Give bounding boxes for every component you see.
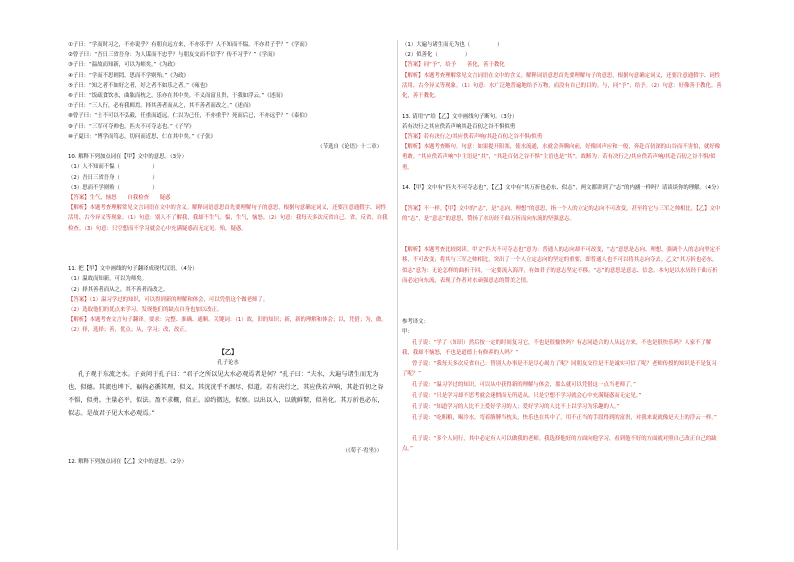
left-column xyxy=(68,40,388,556)
quote-line: ⑦子曰：“三人行，必有我师焉。择其善者而从之，其不善者而改之。”《述而》 xyxy=(68,103,254,110)
quote-line: ⑥子曰：“饭疏食饮水，曲肱而枕之，乐亦在其中矣。不义而富且贵，于我如浮云。”《述而》 xyxy=(68,93,286,100)
reference-line: 孔子说：“多个人同行，其中必定有人可以做我的老师。我选择他好的方面向他学习，看到他不好的方面就对照自己改正自己的缺点。” xyxy=(402,435,717,452)
yi-source: （《荀子·宥坐》） xyxy=(342,448,382,455)
reference-line: 孔子说：“吃粗粮，喝冷水，弯着胳膊当枕头，快乐也在其中了。用不正当的手段得到的富贵，对我来说就像是天上的浮云一样。” xyxy=(412,414,717,421)
question-12: 12. 解释下列加点词在【乙】文中的意思。（2分） xyxy=(68,458,187,465)
quote-line: ⑤子曰：“知之者不如好之者，好之者不如乐之者。”《雍也》 xyxy=(68,82,211,89)
quote-line: ②曾子曰：“吾日三省吾身：为人谋而不忠乎？与朋友交而不信乎？传不习乎？”《学而》 xyxy=(68,52,278,59)
yi-title: 【乙】 xyxy=(218,348,238,357)
q10-analysis: 【解析】本题考查理解常见文言词语在文中的含义。解释词语意思首先要理解句子的意思，根据句意确定词义，还要注意通假字、词性活用、古今异义等现象。（1）句意：别人不了解我，我却不生气。愠，生气，恼怒。（2）句意：我每天多次反省自己。省，反省，自我检查。（3）句意：只空想而不学习就会心中充满疑惑而无定见。殆，疑惑。 xyxy=(68,205,388,232)
q12-analysis: 【解析】本题考查理解常见文言词语在文中的含义。解释词语意思首先要理解句子的意思，根据句意确定词义，还要注意通假字、词性活用、古今异义等现象。（1）句意：水广泛地普遍地给予万物，而没有自己的目的。与，同“予”，给予。（2）句意：好像善于教化。善化，善于教化。 xyxy=(402,72,722,100)
reference-line: 曾子说：“我每天多次反省自己：替别人办事是不是尽心竭力了呢？同朋友交往是不是诚实可信了呢？老师传授的知识是不是复习了呢？” xyxy=(402,360,717,377)
question-13: 13. 请用“/”给【乙】文中画线句子断句。（3分） xyxy=(402,113,518,120)
q11-answer: （2）选取他们的优点来学习，发现他们的缺点自身也加以改正。 xyxy=(68,307,223,314)
reference-jia: 甲： xyxy=(402,329,413,336)
q13-sentence: 若有决行之其应佚若声响其赴百仞之谷不惧似勇 xyxy=(402,123,516,130)
quote-line: ③子曰：“温故而知新，可以为师矣。”《为政》 xyxy=(68,62,179,69)
source-note: （节选自《论语》十二章） xyxy=(317,144,382,151)
q11-item: （1）温故而知新，可以为师矣。 xyxy=(68,276,147,283)
yi-passage: 孔子观于东流之水。子贡问于孔子曰：“君子之所以见大水必观焉者是何？”孔子曰：“夫水，大遍与诸生而无为也，似德。其流也埤下，裾拘必循其理，似义。其洸洸乎不淈尽，似道。若有决行之，其应佚若声响，其赴百仞之谷不惧，似勇。主量必平，似法。盈不求概，似正。淖约微达，似察。以出以入，以就鲜絜，似善化。其万折也必东，似志。是故君子见大水必观焉。” xyxy=(68,371,384,418)
reference-line: 孔子说：“学了（知识）然后按一定的时间复习它，不也是很愉快吗？有志同道合的人从远方来，不也是很快乐吗？人家不了解我，我却不恼怒，不也是道德上有修养的人吗？” xyxy=(402,339,712,356)
quote-line: ⑩子夏曰：“博学而笃志，切问而近思，仁在其中矣。”《子张》 xyxy=(68,133,216,140)
question-14: 14.【甲】文中有“匹夫不可夺志也”，【乙】文中有“其万折也必东，似志”，两文都讲到了“志”的内涵一样吗？请谈谈你的理解。（4分） xyxy=(402,185,722,192)
column-divider xyxy=(397,40,398,550)
q11-item: （2）择其善者而从之，其不善者而改之。 xyxy=(68,286,169,293)
q13-analysis: 【解析】本题考查断句。句意：如果提开阻塞，使水流通，水就会奔腾向前，好像回声应和一般，奔赴百仞深的山谷而不害怕，就好像勇敢。“其应佚若声响”中主语是“其”，“其赴百仞之谷不惧”主语也是“其”。故断为：若有决行之/其应佚若声响/其赴百仞之谷不惧/似勇。 xyxy=(402,144,721,171)
q12-item: （1）大遍与诸生而无为也（ ） xyxy=(402,42,503,48)
q14-analysis: 【解析】本题考查比较阅读。甲文“匹夫不可夺志也”意为：普通人的志向却不可改变，“志”意思是志向、理想，强调个人的志向坚定不移，不可改变；将其与三军之帅相比，突出了一个人立定志向的坚定的重要，即普通人也不可以将其志向夺去。乙文“其万折也必东，似志”意为：无论怎样的曲折千回，一定要流入海洋，有如君子的意志坚定不移，“志”的意思是意志、信念。本句是以水历经千曲万折而必定向东流，表现了作者对水顽强意志的赞美之情。 xyxy=(402,247,721,284)
quote-line: ①子曰：“学而时习之，不亦说乎？有朋自远方来，不亦乐乎？人不知而不愠，不亦君子乎？”《学而》 xyxy=(68,42,311,48)
reference-line: 孔子说：“只是学习却不思考就会迷惘而无所适从，只是空想不学习就会心中充满疑惑而无定见。” xyxy=(412,392,642,399)
yi-subtitle: 孔子论水 xyxy=(217,360,239,367)
q10-answer: 【答案】生气、恼怒 自我检查 疑惑 xyxy=(68,195,171,202)
q10-item: （1）人不知而不愠（ ） xyxy=(68,164,158,171)
q10-item: （3）思而不学则殆（ ） xyxy=(68,184,158,191)
reference-line: 孔子说：“温习学过的知识，可以从中获得新的理解与体会，那么就可以凭借这一点当老师了。” xyxy=(412,381,636,388)
quote-line: ⑧曾子曰：“士不可以不弘毅，任重而道远。仁以为己任，不亦重乎？死而后已，不亦远乎？”《泰伯》 xyxy=(68,113,311,120)
q13-answer: 【答案】若有决行之/其应佚若声响/其赴百仞之谷不惧/似勇 xyxy=(402,134,543,141)
question-10: 10. 解释下列加点词在【甲】文中的意思。（3分） xyxy=(68,154,187,161)
q10-item: （2）吾日三省吾身（ ） xyxy=(68,174,158,181)
question-11: 11. 把【甲】文中画线的句子翻译成现代汉语。（4分） xyxy=(68,266,198,273)
q12-item: （2）似善化（ ） xyxy=(402,52,471,59)
reference-title: 参考译文： xyxy=(402,319,429,326)
reference-line: 孔子说：“知道学习的人比不上爱好学习的人；爱好学习的人比不上以学习为乐趣的人。” xyxy=(412,403,620,410)
q12-answer: 【答案】同“予”，给予 善化，善于教化 xyxy=(402,62,505,69)
right-column xyxy=(402,40,722,556)
q14-answer: 【答案】不一样。【甲】文中的“志”，是“志向，理想”的意思，指一个人的立定的志向不可改变，甚至将它与三军之帅相比。【乙】文中的“志”，是“意志”的意思，赞扬了水历经千曲万折而向东流的坚强意志。 xyxy=(402,206,721,223)
q11-analysis: 【解析】本题考查文言句子翻译。要求：完整、准确、通顺。关键词：（1）故，旧的知识；新，新的理解和体会；以，凭借；为，做。（2）择，选择；善，优点；从，学习；改，改正。 xyxy=(68,317,387,334)
quote-line: ④子曰：“学而不思则罔，思而不学则殆。”《为政》 xyxy=(68,72,189,79)
quote-line: ⑨子曰：“三军可夺帅也，匹夫不可夺志也。”《子罕》 xyxy=(68,123,195,130)
q11-answer: 【答案】（1）温习学过的知识，可以得到新的理解和体会，可以凭借这个做老师了。 xyxy=(68,296,269,303)
